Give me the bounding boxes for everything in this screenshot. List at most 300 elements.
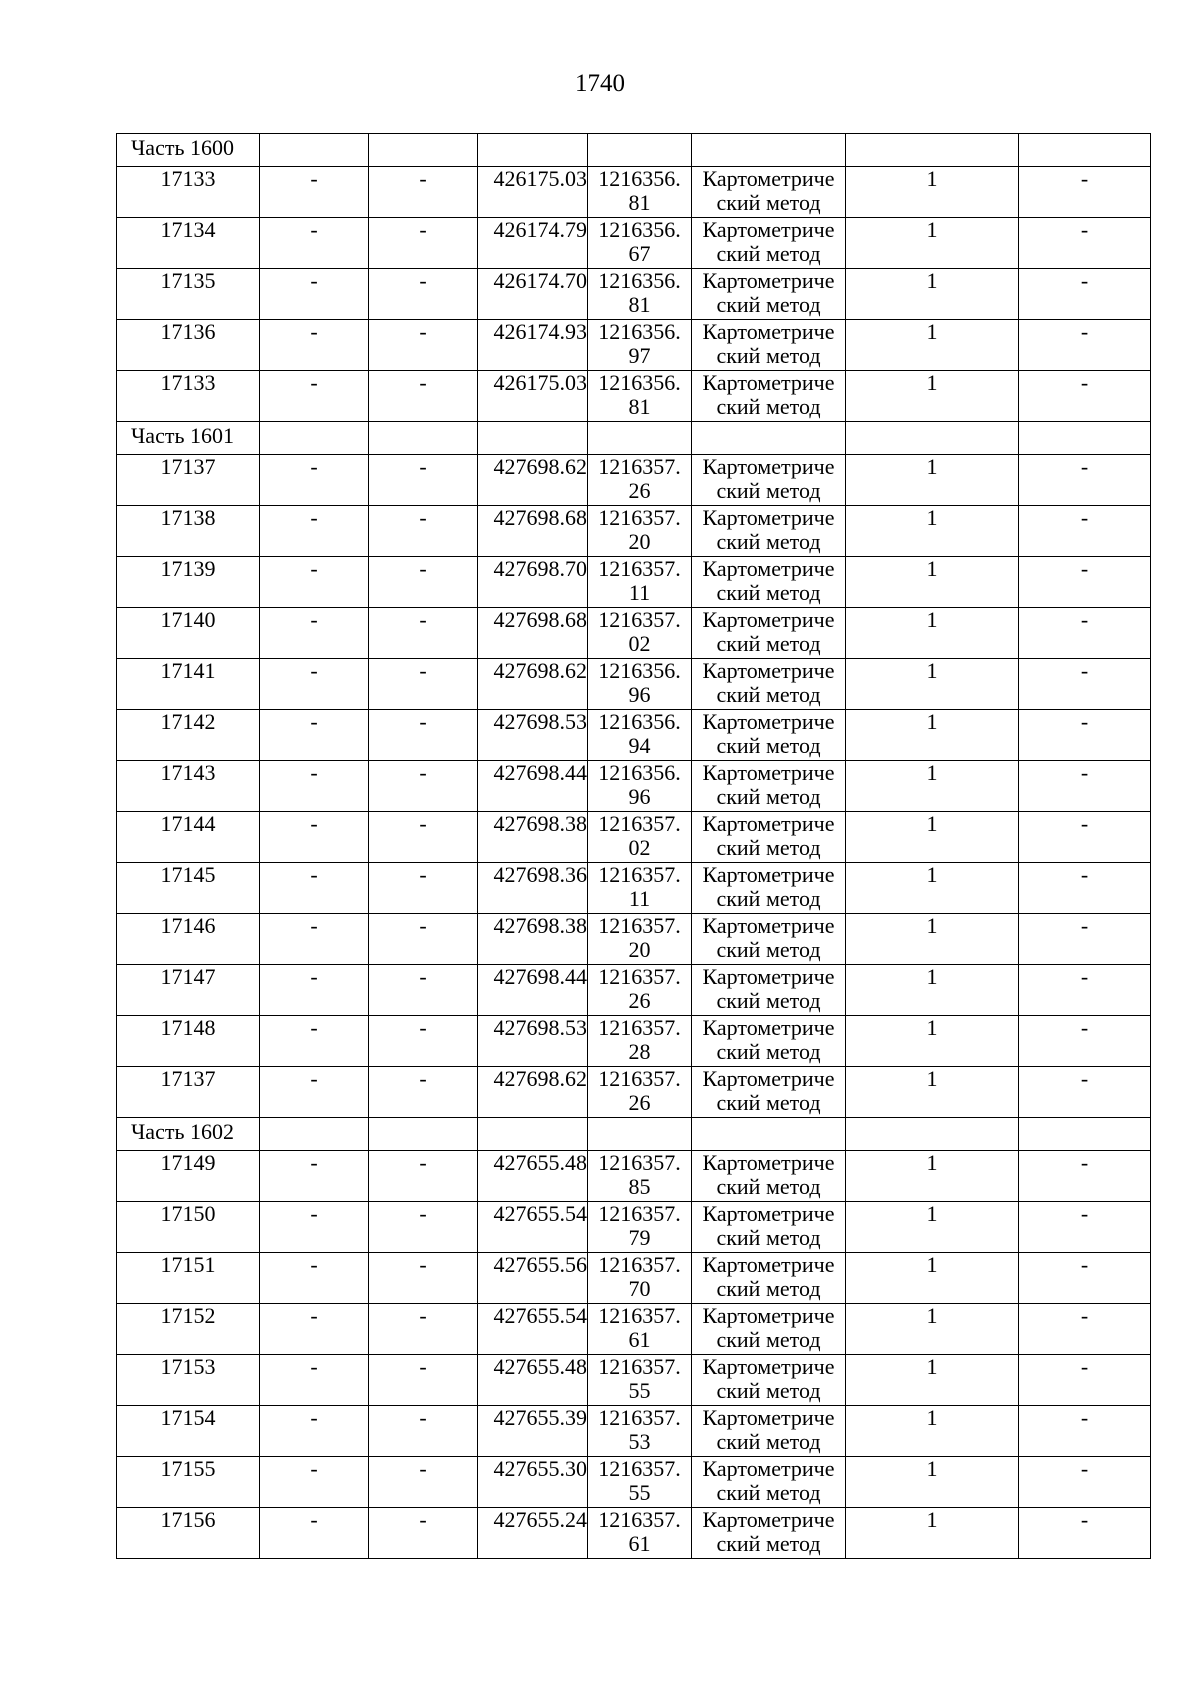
new-x-cell: 427698.68 xyxy=(478,506,588,557)
method-cell-text xyxy=(692,557,845,605)
old-x-cell: - xyxy=(260,269,369,320)
new-x-cell: 427655.54 xyxy=(478,1202,588,1253)
new-y-cell-line-1: 1216356. xyxy=(598,761,681,785)
new-y-cell-line-1: 1216357. xyxy=(598,1151,681,1175)
new-x-cell: 427698.38 xyxy=(478,812,588,863)
empty-cell xyxy=(588,134,692,167)
old-x-cell: - xyxy=(260,218,369,269)
method-cell-line-1: Картометриче xyxy=(702,812,835,836)
new-x-cell: 427698.62 xyxy=(478,659,588,710)
point-number-cell: 17139 xyxy=(117,557,260,608)
method-cell-text xyxy=(692,218,845,266)
method-cell-text xyxy=(692,659,845,707)
point-number-cell: 17155 xyxy=(117,1457,260,1508)
new-y-cell-line-1: 1216356. xyxy=(598,659,681,683)
accuracy-cell: 1 xyxy=(846,761,1019,812)
method-cell xyxy=(692,1457,846,1508)
new-x-cell: 426175.03 xyxy=(478,371,588,422)
old-y-cell: - xyxy=(369,659,478,710)
new-y-cell-text xyxy=(588,167,691,215)
accuracy-cell: 1 xyxy=(846,608,1019,659)
new-x-cell: 427698.62 xyxy=(478,1067,588,1118)
accuracy-cell: 1 xyxy=(846,710,1019,761)
method-cell xyxy=(692,506,846,557)
accuracy-cell: 1 xyxy=(846,965,1019,1016)
table-row xyxy=(117,269,1151,320)
old-x-cell: - xyxy=(260,965,369,1016)
empty-cell xyxy=(478,1118,588,1151)
method-cell-line-1: Картометриче xyxy=(702,761,835,785)
table-row xyxy=(117,965,1151,1016)
accuracy-cell: 1 xyxy=(846,1355,1019,1406)
new-y-cell-text xyxy=(588,1355,691,1403)
old-x-cell: - xyxy=(260,557,369,608)
old-y-cell: - xyxy=(369,371,478,422)
method-cell-line-1: Картометриче xyxy=(702,167,835,191)
new-y-cell-line-1: 1216357. xyxy=(598,1508,681,1532)
method-cell-text xyxy=(692,167,845,215)
table-row xyxy=(117,659,1151,710)
new-y-cell xyxy=(588,608,692,659)
old-y-cell: - xyxy=(369,710,478,761)
point-number-cell: 17154 xyxy=(117,1406,260,1457)
method-cell xyxy=(692,455,846,506)
table-row xyxy=(117,1253,1151,1304)
new-x-cell: 427698.36 xyxy=(478,863,588,914)
description-cell: - xyxy=(1019,608,1151,659)
new-y-cell xyxy=(588,371,692,422)
part-header-row xyxy=(117,1118,1151,1151)
method-cell-text xyxy=(692,761,845,809)
new-y-cell xyxy=(588,1406,692,1457)
part-header-row xyxy=(117,422,1151,455)
new-y-cell-line-1: 1216357. xyxy=(598,1253,681,1277)
new-y-cell xyxy=(588,1202,692,1253)
old-y-cell: - xyxy=(369,761,478,812)
new-y-cell-line-1: 1216357. xyxy=(598,812,681,836)
accuracy-cell: 1 xyxy=(846,506,1019,557)
method-cell-line-1: Картометриче xyxy=(702,1304,835,1328)
new-y-cell-line-2: 26 xyxy=(628,478,651,503)
new-y-cell-line-1: 1216357. xyxy=(598,1406,681,1430)
accuracy-cell: 1 xyxy=(846,218,1019,269)
method-cell-line-1: Картометриче xyxy=(702,1253,835,1277)
empty-cell xyxy=(260,134,369,167)
new-x-cell: 427698.68 xyxy=(478,608,588,659)
new-y-cell-text xyxy=(588,1304,691,1352)
method-cell-text xyxy=(692,455,845,503)
method-cell-line-2: ский метод xyxy=(716,784,821,809)
description-cell: - xyxy=(1019,557,1151,608)
new-y-cell xyxy=(588,863,692,914)
description-cell: - xyxy=(1019,506,1151,557)
new-y-cell-line-2: 81 xyxy=(628,190,651,215)
method-cell xyxy=(692,1151,846,1202)
method-cell-line-2: ский метод xyxy=(716,1378,821,1403)
new-y-cell-text xyxy=(588,812,691,860)
new-x-cell: 427655.24 xyxy=(478,1508,588,1559)
point-number-cell: 17149 xyxy=(117,1151,260,1202)
new-y-cell xyxy=(588,1253,692,1304)
old-y-cell: - xyxy=(369,1253,478,1304)
description-cell: - xyxy=(1019,1067,1151,1118)
new-y-cell-line-2: 11 xyxy=(628,886,651,911)
table-row xyxy=(117,812,1151,863)
empty-cell xyxy=(369,1118,478,1151)
new-x-cell: 427655.54 xyxy=(478,1304,588,1355)
old-x-cell: - xyxy=(260,1304,369,1355)
method-cell-text xyxy=(692,1304,845,1352)
new-y-cell-line-2: 55 xyxy=(628,1378,651,1403)
new-y-cell-line-1: 1216357. xyxy=(598,1355,681,1379)
part-label: Часть 1602 xyxy=(117,1118,260,1151)
method-cell xyxy=(692,218,846,269)
method-cell-text xyxy=(692,320,845,368)
new-y-cell-line-1: 1216356. xyxy=(598,371,681,395)
method-cell-text xyxy=(692,1253,845,1301)
accuracy-cell: 1 xyxy=(846,1016,1019,1067)
new-y-cell-line-2: 61 xyxy=(628,1531,651,1556)
table-row xyxy=(117,1067,1151,1118)
new-x-cell: 427698.44 xyxy=(478,761,588,812)
method-cell-line-1: Картометриче xyxy=(702,218,835,242)
new-y-cell-line-1: 1216357. xyxy=(598,1016,681,1040)
new-y-cell-line-2: 20 xyxy=(628,937,651,962)
method-cell xyxy=(692,965,846,1016)
method-cell-line-2: ский метод xyxy=(716,529,821,554)
method-cell-line-2: ский метод xyxy=(716,733,821,758)
old-x-cell: - xyxy=(260,914,369,965)
old-y-cell: - xyxy=(369,1304,478,1355)
new-y-cell-text xyxy=(588,1457,691,1505)
description-cell: - xyxy=(1019,914,1151,965)
table-row xyxy=(117,608,1151,659)
new-y-cell-line-2: 28 xyxy=(628,1039,651,1064)
empty-cell xyxy=(1019,1118,1151,1151)
accuracy-cell: 1 xyxy=(846,812,1019,863)
method-cell-text xyxy=(692,1151,845,1199)
old-x-cell: - xyxy=(260,812,369,863)
point-number-cell: 17145 xyxy=(117,863,260,914)
method-cell-line-1: Картометриче xyxy=(702,914,835,938)
old-y-cell: - xyxy=(369,812,478,863)
new-y-cell xyxy=(588,965,692,1016)
method-cell xyxy=(692,1355,846,1406)
method-cell-text xyxy=(692,710,845,758)
table-row xyxy=(117,557,1151,608)
description-cell: - xyxy=(1019,1406,1151,1457)
method-cell-line-1: Картометриче xyxy=(702,455,835,479)
method-cell-line-1: Картометриче xyxy=(702,269,835,293)
table-row xyxy=(117,167,1151,218)
old-y-cell: - xyxy=(369,1355,478,1406)
description-cell: - xyxy=(1019,659,1151,710)
new-y-cell-line-2: 20 xyxy=(628,529,651,554)
description-cell: - xyxy=(1019,371,1151,422)
table-row xyxy=(117,320,1151,371)
table-row xyxy=(117,1406,1151,1457)
new-x-cell: 427698.53 xyxy=(478,710,588,761)
new-y-cell-text xyxy=(588,1406,691,1454)
method-cell-line-1: Картометриче xyxy=(702,1202,835,1226)
new-y-cell-text xyxy=(588,965,691,1013)
new-y-cell-text xyxy=(588,371,691,419)
new-y-cell-text xyxy=(588,320,691,368)
point-number-cell: 17150 xyxy=(117,1202,260,1253)
new-y-cell xyxy=(588,269,692,320)
method-cell-line-2: ский метод xyxy=(716,937,821,962)
table-row xyxy=(117,1355,1151,1406)
new-y-cell-text xyxy=(588,761,691,809)
old-y-cell: - xyxy=(369,1406,478,1457)
method-cell-line-1: Картометриче xyxy=(702,608,835,632)
accuracy-cell: 1 xyxy=(846,1457,1019,1508)
method-cell-text xyxy=(692,1202,845,1250)
old-y-cell: - xyxy=(369,608,478,659)
description-cell: - xyxy=(1019,218,1151,269)
table-row xyxy=(117,1457,1151,1508)
method-cell-line-2: ский метод xyxy=(716,988,821,1013)
new-y-cell-text xyxy=(588,659,691,707)
description-cell: - xyxy=(1019,269,1151,320)
method-cell xyxy=(692,914,846,965)
new-x-cell: 427655.30 xyxy=(478,1457,588,1508)
new-y-cell-line-2: 26 xyxy=(628,1090,651,1115)
new-y-cell xyxy=(588,557,692,608)
new-x-cell: 427698.44 xyxy=(478,965,588,1016)
new-x-cell: 427655.39 xyxy=(478,1406,588,1457)
method-cell-line-1: Картометриче xyxy=(702,371,835,395)
method-cell-text xyxy=(692,371,845,419)
new-x-cell: 426174.79 xyxy=(478,218,588,269)
method-cell xyxy=(692,1253,846,1304)
method-cell xyxy=(692,1406,846,1457)
new-y-cell-line-1: 1216356. xyxy=(598,167,681,191)
method-cell xyxy=(692,1304,846,1355)
old-x-cell: - xyxy=(260,1067,369,1118)
new-y-cell-text xyxy=(588,710,691,758)
new-y-cell-line-2: 02 xyxy=(628,631,651,656)
empty-cell xyxy=(1019,422,1151,455)
new-y-cell xyxy=(588,1151,692,1202)
method-cell xyxy=(692,608,846,659)
old-y-cell: - xyxy=(369,863,478,914)
new-y-cell-line-2: 26 xyxy=(628,988,651,1013)
old-y-cell: - xyxy=(369,1202,478,1253)
method-cell xyxy=(692,1508,846,1559)
method-cell-line-2: ский метод xyxy=(716,682,821,707)
new-y-cell xyxy=(588,1067,692,1118)
new-y-cell-line-1: 1216356. xyxy=(598,269,681,293)
description-cell: - xyxy=(1019,1355,1151,1406)
description-cell: - xyxy=(1019,863,1151,914)
new-x-cell: 427698.70 xyxy=(478,557,588,608)
new-y-cell-text xyxy=(588,557,691,605)
table-row xyxy=(117,371,1151,422)
empty-cell xyxy=(846,134,1019,167)
table-row xyxy=(117,506,1151,557)
description-cell: - xyxy=(1019,812,1151,863)
old-x-cell: - xyxy=(260,761,369,812)
old-y-cell: - xyxy=(369,167,478,218)
method-cell-line-1: Картометриче xyxy=(702,1406,835,1430)
new-y-cell-text xyxy=(588,218,691,266)
empty-cell xyxy=(260,422,369,455)
method-cell-text xyxy=(692,1508,845,1556)
method-cell-line-2: ский метод xyxy=(716,394,821,419)
new-y-cell-line-1: 1216357. xyxy=(598,506,681,530)
method-cell xyxy=(692,812,846,863)
new-y-cell-line-2: 96 xyxy=(628,784,651,809)
table-body xyxy=(117,134,1151,1559)
method-cell-line-2: ский метод xyxy=(716,1039,821,1064)
accuracy-cell: 1 xyxy=(846,1304,1019,1355)
new-y-cell-line-2: 61 xyxy=(628,1327,651,1352)
old-y-cell: - xyxy=(369,1508,478,1559)
method-cell xyxy=(692,863,846,914)
old-x-cell: - xyxy=(260,1016,369,1067)
new-y-cell-text xyxy=(588,1067,691,1115)
new-y-cell xyxy=(588,710,692,761)
new-y-cell-line-2: 96 xyxy=(628,682,651,707)
table-row xyxy=(117,1508,1151,1559)
method-cell-line-1: Картометриче xyxy=(702,659,835,683)
description-cell: - xyxy=(1019,1151,1151,1202)
accuracy-cell: 1 xyxy=(846,659,1019,710)
old-x-cell: - xyxy=(260,863,369,914)
part-label: Часть 1600 xyxy=(117,134,260,167)
empty-cell xyxy=(588,422,692,455)
accuracy-cell: 1 xyxy=(846,320,1019,371)
method-cell-text xyxy=(692,1355,845,1403)
old-x-cell: - xyxy=(260,1508,369,1559)
table-row xyxy=(117,1016,1151,1067)
new-y-cell-line-2: 85 xyxy=(628,1174,651,1199)
accuracy-cell: 1 xyxy=(846,863,1019,914)
method-cell-line-1: Картометриче xyxy=(702,1508,835,1532)
old-y-cell: - xyxy=(369,320,478,371)
old-x-cell: - xyxy=(260,506,369,557)
new-y-cell-text xyxy=(588,455,691,503)
method-cell xyxy=(692,167,846,218)
table-row xyxy=(117,863,1151,914)
new-y-cell xyxy=(588,1016,692,1067)
description-cell: - xyxy=(1019,1457,1151,1508)
method-cell-line-2: ский метод xyxy=(716,478,821,503)
new-y-cell xyxy=(588,914,692,965)
new-y-cell-text xyxy=(588,1508,691,1556)
table-row xyxy=(117,761,1151,812)
method-cell-text xyxy=(692,1016,845,1064)
new-x-cell: 426175.03 xyxy=(478,167,588,218)
empty-cell xyxy=(692,134,846,167)
old-x-cell: - xyxy=(260,1151,369,1202)
old-y-cell: - xyxy=(369,914,478,965)
new-y-cell-line-1: 1216357. xyxy=(598,455,681,479)
method-cell-text xyxy=(692,914,845,962)
accuracy-cell: 1 xyxy=(846,167,1019,218)
method-cell xyxy=(692,320,846,371)
new-y-cell-line-2: 94 xyxy=(628,733,651,758)
old-y-cell: - xyxy=(369,455,478,506)
old-y-cell: - xyxy=(369,506,478,557)
new-y-cell-line-1: 1216357. xyxy=(598,1067,681,1091)
new-x-cell: 427655.48 xyxy=(478,1355,588,1406)
method-cell-line-2: ский метод xyxy=(716,1276,821,1301)
description-cell: - xyxy=(1019,320,1151,371)
accuracy-cell: 1 xyxy=(846,1406,1019,1457)
old-y-cell: - xyxy=(369,1016,478,1067)
method-cell xyxy=(692,659,846,710)
method-cell-line-1: Картометриче xyxy=(702,1016,835,1040)
old-x-cell: - xyxy=(260,320,369,371)
point-number-cell: 17138 xyxy=(117,506,260,557)
part-label: Часть 1601 xyxy=(117,422,260,455)
method-cell-line-1: Картометриче xyxy=(702,1067,835,1091)
old-x-cell: - xyxy=(260,1202,369,1253)
empty-cell xyxy=(369,422,478,455)
new-y-cell-line-2: 81 xyxy=(628,394,651,419)
point-number-cell: 17151 xyxy=(117,1253,260,1304)
method-cell-line-2: ский метод xyxy=(716,1225,821,1250)
new-y-cell-line-1: 1216356. xyxy=(598,218,681,242)
old-x-cell: - xyxy=(260,167,369,218)
method-cell-line-2: ский метод xyxy=(716,580,821,605)
new-y-cell xyxy=(588,167,692,218)
new-y-cell-text xyxy=(588,608,691,656)
new-y-cell-text xyxy=(588,1016,691,1064)
old-x-cell: - xyxy=(260,1355,369,1406)
accuracy-cell: 1 xyxy=(846,269,1019,320)
new-y-cell-line-1: 1216357. xyxy=(598,863,681,887)
new-y-cell-text xyxy=(588,506,691,554)
method-cell xyxy=(692,710,846,761)
old-y-cell: - xyxy=(369,1067,478,1118)
method-cell xyxy=(692,371,846,422)
empty-cell xyxy=(588,1118,692,1151)
method-cell-line-1: Картометриче xyxy=(702,1151,835,1175)
new-y-cell xyxy=(588,506,692,557)
point-number-cell: 17146 xyxy=(117,914,260,965)
description-cell: - xyxy=(1019,761,1151,812)
new-y-cell-text xyxy=(588,1151,691,1199)
description-cell: - xyxy=(1019,1508,1151,1559)
method-cell-line-2: ский метод xyxy=(716,1429,821,1454)
point-number-cell: 17153 xyxy=(117,1355,260,1406)
new-y-cell xyxy=(588,320,692,371)
method-cell-line-1: Картометриче xyxy=(702,1457,835,1481)
method-cell-text xyxy=(692,506,845,554)
new-y-cell-text xyxy=(588,1202,691,1250)
new-x-cell: 427655.48 xyxy=(478,1151,588,1202)
new-y-cell xyxy=(588,1304,692,1355)
new-y-cell-line-2: 97 xyxy=(628,343,651,368)
table-row xyxy=(117,1151,1151,1202)
new-y-cell-line-1: 1216357. xyxy=(598,965,681,989)
point-number-cell: 17152 xyxy=(117,1304,260,1355)
old-y-cell: - xyxy=(369,269,478,320)
method-cell xyxy=(692,557,846,608)
old-x-cell: - xyxy=(260,659,369,710)
old-y-cell: - xyxy=(369,557,478,608)
old-x-cell: - xyxy=(260,710,369,761)
new-y-cell-text xyxy=(588,1253,691,1301)
new-y-cell-line-1: 1216357. xyxy=(598,1304,681,1328)
empty-cell xyxy=(846,422,1019,455)
old-x-cell: - xyxy=(260,1457,369,1508)
new-y-cell-line-2: 11 xyxy=(628,580,651,605)
point-number-cell: 17134 xyxy=(117,218,260,269)
